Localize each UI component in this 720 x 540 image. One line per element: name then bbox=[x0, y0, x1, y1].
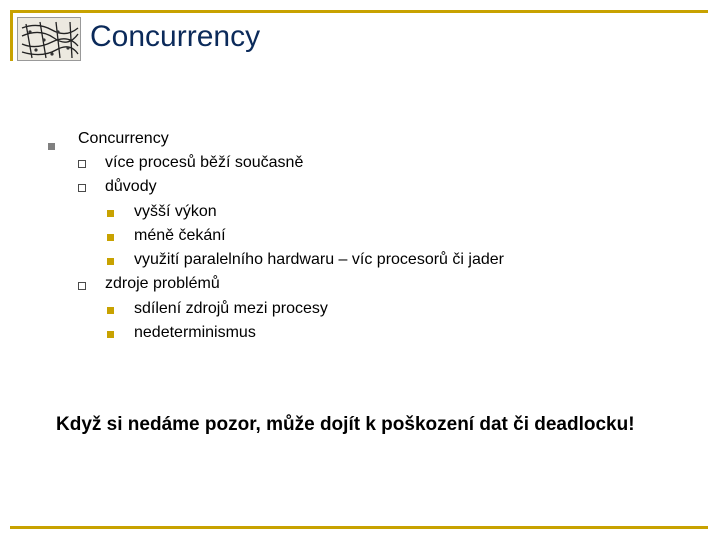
outline-subitem: méně čekání bbox=[134, 227, 226, 244]
bottom-frame-line bbox=[10, 526, 708, 529]
left-frame-line bbox=[10, 10, 13, 61]
square-bullet-icon bbox=[107, 258, 114, 265]
top-frame-line bbox=[10, 10, 708, 13]
logo-image bbox=[17, 17, 81, 61]
outline-subitem: nedeterminismus bbox=[134, 324, 256, 341]
square-bullet-icon bbox=[107, 307, 114, 314]
square-bullet-icon bbox=[107, 331, 114, 338]
outline-subitem: využití paralelního hardwaru – víc procesorů či jader bbox=[134, 251, 504, 268]
square-bullet-icon bbox=[107, 210, 114, 217]
square-bullet-icon bbox=[48, 143, 55, 150]
square-bullet-icon bbox=[107, 234, 114, 241]
slide-title: Concurrency bbox=[90, 20, 261, 53]
outline-subitem: vyšší výkon bbox=[134, 203, 217, 220]
hollow-square-bullet-icon bbox=[78, 184, 86, 192]
outline-subitem: sdílení zdrojů mezi procesy bbox=[134, 300, 328, 317]
outline-heading: Concurrency bbox=[78, 130, 169, 147]
outline-item: důvody bbox=[105, 178, 157, 195]
outline-item: více procesů běží současně bbox=[105, 154, 304, 171]
warning-note: Když si nedáme pozor, může dojít k poškození dat či deadlocku! bbox=[56, 414, 635, 435]
outline-item: zdroje problémů bbox=[105, 275, 220, 292]
hollow-square-bullet-icon bbox=[78, 160, 86, 168]
hollow-square-bullet-icon bbox=[78, 282, 86, 290]
